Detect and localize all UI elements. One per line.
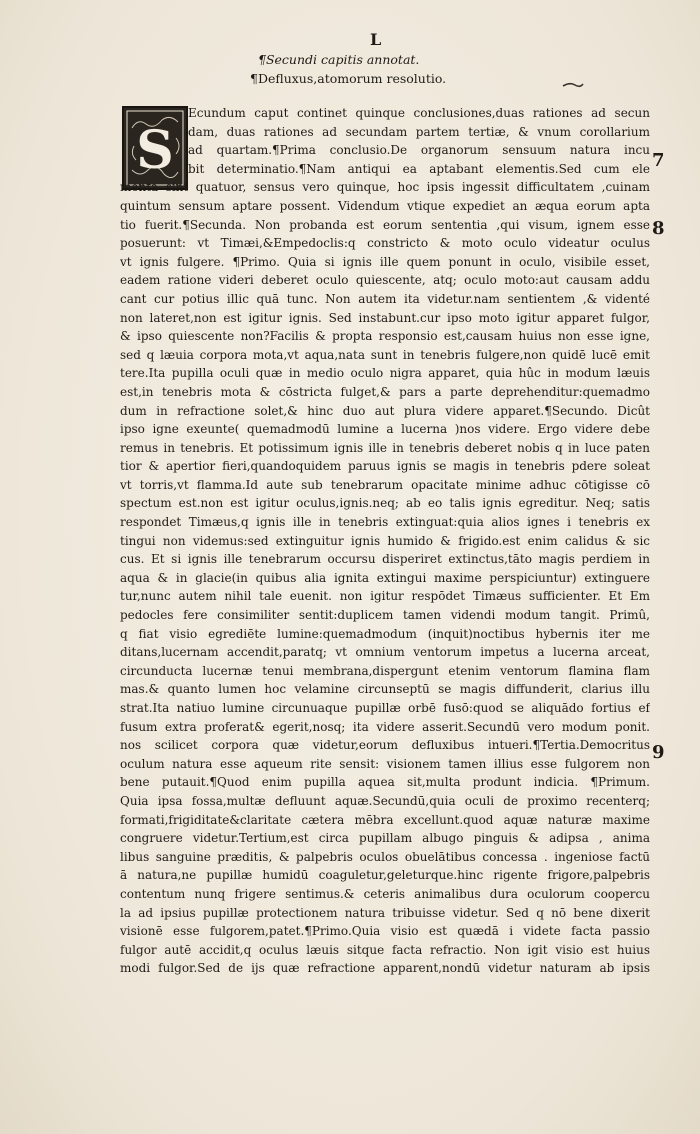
text-line: ad quartam.¶Prima conclusio.De organorum sensuum natura incu — [188, 143, 650, 158]
chapter-subheading: ¶Defluxus,atomorum resolutio. — [250, 71, 447, 86]
text-line: tur,nunc autem nihil tale euenit. non igitur respōdet Timæus sufficienter. Et Em — [120, 589, 650, 604]
margin-number: 7 — [652, 150, 665, 171]
text-line: aqua & in glacie(in quibus alia ignita extingui maxime perspiciuntur) extinguere — [120, 570, 650, 585]
text-line: formati,frigiditate&claritate cætera mēbra excellunt.quod aquæ naturæ maxime — [120, 812, 650, 827]
text-line: & ipso quiescente non?Facilis & propta responsio est,causam huius non esse igne, — [120, 329, 650, 344]
text-line: fusum extra proferat& egerit,nosq; ita videre asserit.Secundū vero modum ponit. — [120, 719, 650, 734]
folio-number: L — [370, 30, 383, 49]
text-line: bit determinatio.¶Nam antiqui ea aptabant elementis.Sed cum ele — [188, 161, 650, 176]
text-line: dum in refractione solet,& hinc duo aut plura videre apparet.¶Secundo. Dicût — [120, 403, 650, 418]
text-line: tio fuerit.¶Secunda. Non probanda est eorum sententia ,qui visum, ignem esse — [120, 217, 650, 232]
text-line: nos scilicet corpora quæ videtur,eorum defluxibus intueri.¶Tertia.Democritus — [120, 738, 650, 753]
drop-cap-letter: S — [136, 120, 174, 181]
chapter-heading: ¶Secundi capitis annotat. — [258, 52, 420, 67]
text-line: sed q læuia corpora mota,vt aqua,nata sunt in tenebris fulgere,non quidē lucē emit — [120, 347, 650, 362]
text-line: circunducta lucernæ tenui membrana,dispergunt etenim ventorum flamina flam — [120, 663, 650, 678]
text-line: modi fulgor.Sed de ijs quæ refractione apparent,nondū videtur naturam ab ipsis — [120, 961, 650, 976]
text-line: non lateret,non est igitur ignis. Sed instabunt.cur ipso moto igitur apparet fulgor, — [120, 310, 650, 325]
text-line: cus. Et si ignis ille tenebrarum occursu disperiret extinctus,tāto magis perdiem in — [120, 552, 650, 567]
text-line: vt ignis fulgere. ¶Primo. Quia si ignis ille quem ponunt in oculo, visibile esset, — [120, 254, 650, 269]
text-line: strat.Ita natiuo lumine circunuaque pupillæ orbē fusō:quod se aliquādo fortius ef — [120, 701, 650, 715]
ink-mark — [562, 80, 584, 90]
text-line: dam, duas rationes ad secundam partem tertiæ, & vnum corollarium — [188, 124, 650, 139]
text-line: fulgor autē accidit,q oculus læuis sitque facta refractio. Non igit visio est huius — [120, 942, 650, 957]
text-line: tere.Ita pupilla oculi quæ in medio oculo nigra apparet, quia hûc in modum læuis — [120, 366, 650, 381]
text-line: pedocles fere consimiliter sentit:duplicem tamen videndi modum tangit. Primû, — [120, 608, 650, 623]
text-line: cant cur potius illic quā tunc. Non autem ita videtur.nam sentientem ,& videnté — [120, 291, 650, 306]
text-line: quintum sensum aptare possent. Videndum vtique expediet an æqua eorum apta — [120, 198, 650, 213]
text-line: bene putauit.¶Quod enim pupilla aquea sit,multa produnt indicia. ¶Primum. — [120, 775, 650, 790]
text-line: ā natura,ne pupillæ humidū coaguletur,geleturque.hinc rigente frigore,palpebris — [120, 868, 650, 883]
text-line: respondet Timæus,q ignis ille in tenebris extinguat:quia alios ignes i tenebris ex — [120, 515, 650, 530]
text-line: Quia ipsa fossa,multæ defluunt aquæ.Secundū,quia oculi de proximo recenterq; — [120, 793, 650, 808]
body-text — [120, 104, 650, 978]
text-line: Ecundum caput continet quinque conclusiones,duas rationes ad secun — [188, 106, 650, 120]
text-line: congruere videtur.Tertium,est circa pupillam albugo pinguis & adipsa , anima — [120, 831, 650, 846]
text-line: remus in tenebris. Et potissimum ignis ille in tenebris deberet nobis q in luce paten — [120, 440, 650, 455]
text-line: visionē esse fulgorem,patet.¶Primo.Quia visio est quædā i videte facta passio — [120, 924, 650, 939]
margin-number: 9 — [652, 742, 665, 763]
margin-number: 8 — [652, 218, 665, 239]
text-line: ditans,lucernam accendit,paratq; vt omnium ventorum impetus a lucerna arceat, — [120, 645, 650, 660]
text-line: q fiat visio egrediēte lumine:quemadmodum (inquit)noctibus hybernis iter me — [120, 626, 650, 641]
text-line: ipso igne exeunte( quemadmodū lumine a lucerna )nos videre. Ergo videre debe — [120, 422, 650, 437]
text-line: est,in tenebris mota & cōstricta fulget,& pars a parte deprehenditur:quemadmo — [120, 384, 650, 399]
text-line: libus sanguine præditis, & palpebris oculos obuelātibus concessa . ingeniose factū — [120, 849, 650, 864]
text-line: spectum est.non est igitur oculus,ignis.neq; ab eo talis ignis egreditur. Neq; satis — [120, 496, 650, 511]
text-line: eadem ratione videri deberet oculo quiescente, atq; oculo moto:aut causam addu — [120, 273, 650, 288]
text-line: vt torris,vt flamma.Id aute sub tenebrarum opacitate minime adhuc cōtigisse cō — [120, 477, 650, 492]
text-line: tingui non videmus:sed extinguitur ignis humido & frigido.est enim calidus & sic — [120, 533, 650, 548]
text-line: menta sint quatuor, sensus vero quinque, hoc ipsis ingessit difficultatem ,cuinam — [120, 180, 650, 195]
text-line: contentum nunq frigere sentimus.& ceteris animalibus dura oculorum coopercu — [120, 886, 650, 901]
text-line: oculum natura esse aqueum rite sensit: visionem tamen illius esse fulgorem non — [120, 756, 650, 771]
text-line: tior & apertior fieri,quandoquidem paruus ignis se magis in tenebris pdere soleat — [120, 459, 650, 474]
text-line: la ad ipsius pupillæ protectionem natura tribuisse videtur. Sed q nō bene dixerit — [120, 905, 650, 920]
text-line: mas.& quanto lumen hoc velamine circunseptū se magis diffunderit, clarius illu — [120, 682, 650, 697]
text-line: posuerunt: vt Timæi,&Empedoclis:q constricto & moto oculo videatur oculus — [120, 236, 650, 251]
